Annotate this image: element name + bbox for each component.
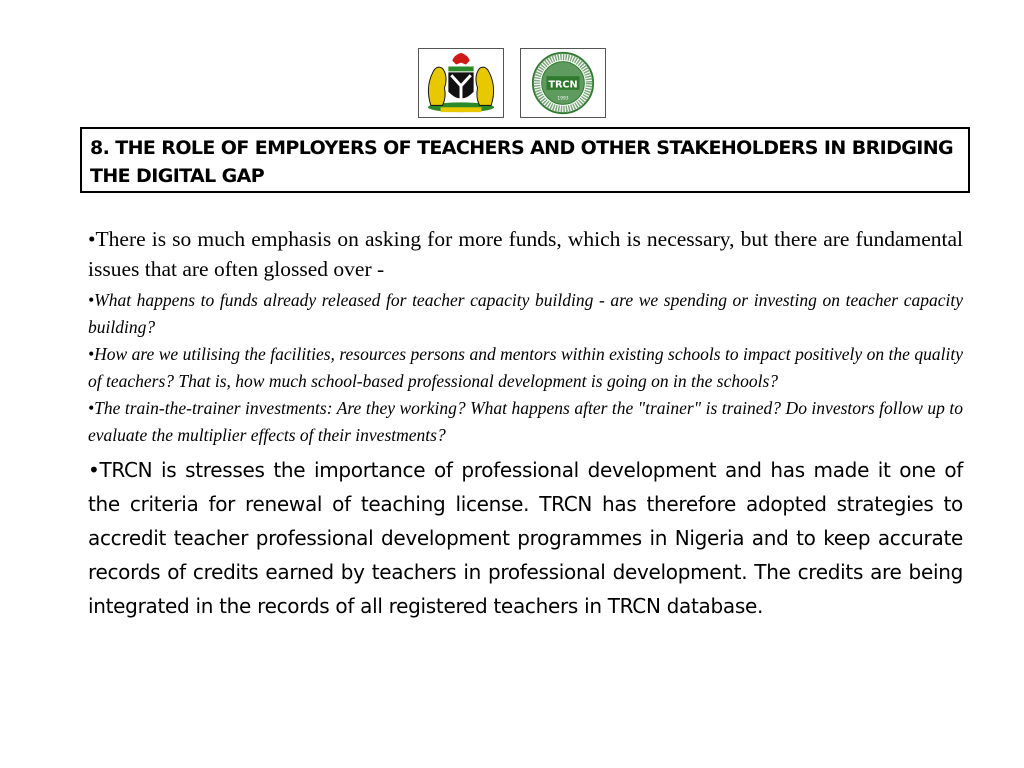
coat-of-arms-icon (419, 49, 503, 117)
slide-content (88, 224, 963, 623)
question-item: •The train-the-trainer investments: Are they working? What happens after the "trainer" is trained? Do investors follow up to evaluate the multiplier effects of their investments? (88, 398, 963, 445)
intro-paragraph: •There is so much emphasis on asking for more funds, which is necessary, but there are fundamental issues that are often glossed over - (88, 227, 963, 281)
question-item: •How are we utilising the facilities, resources persons and mentors within existing schools to impact positively on the quality of teachers? That is, how much school-based professional development is going on in the schools? (88, 344, 963, 391)
trcn-seal-icon (521, 49, 605, 117)
trcn-logo (520, 48, 606, 118)
conclusion-paragraph: •TRCN is stresses the importance of professional development and has made it one of the criteria for renewal of teaching license. TRCN has therefore adopted strategies to accredit teacher professional development programmes in Nigeria and to keep accurate records of credits earned by teachers in professional development. The credits are being integrated in the records of all registered teachers in TRCN database. (88, 458, 963, 618)
question-item: •What happens to funds already released for teacher capacity building - are we spending or investing on teacher capacity building? (88, 290, 963, 337)
trcn-seal-text: TRCN (548, 79, 578, 91)
header-logos (418, 48, 610, 120)
trcn-seal-year: 1993 (557, 96, 569, 102)
coat-of-arms-logo (418, 48, 504, 118)
slide-title: 8. THE ROLE OF EMPLOYERS OF TEACHERS AND OTHER STAKEHOLDERS IN BRIDGING THE DIGITAL GAP (80, 127, 970, 193)
